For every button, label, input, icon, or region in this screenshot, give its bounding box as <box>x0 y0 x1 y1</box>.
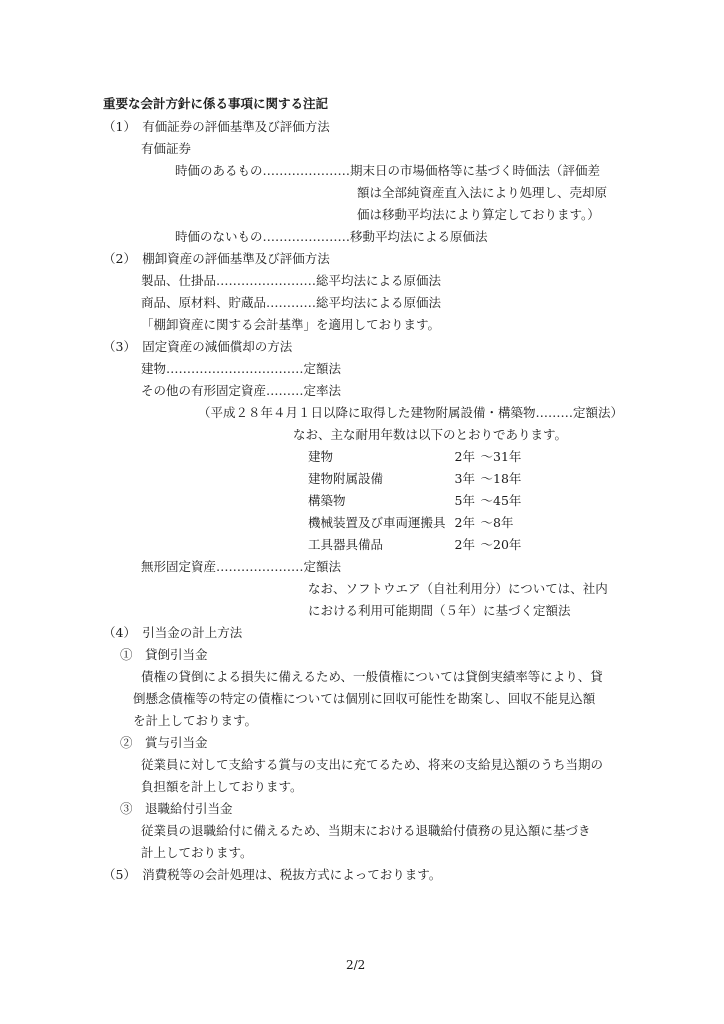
years-to: 18年 <box>493 471 522 486</box>
section-3-line-3: （平成２８年４月１日以降に取得した建物附属設備・構築物………定額法） <box>198 405 624 420</box>
asset-name: 建物附属設備 <box>308 471 384 486</box>
asset-name: 工具器具備品 <box>308 537 384 552</box>
years-from: 3年 <box>454 471 475 486</box>
tilde: ～ <box>480 493 493 508</box>
section-4-a-title: ① 貸倒引当金 <box>120 647 208 662</box>
section-1-with-price: 時価のあるもの…………………期末日の市場価格等に基づく時価法（評価差 <box>175 163 601 178</box>
useful-life-row <box>308 471 547 487</box>
section-2-line-1: 製品、仕掛品……………………総平均法による原価法 <box>141 273 442 288</box>
years-from: 2年 <box>454 537 475 552</box>
section-4-b-title: ② 賞与引当金 <box>120 735 208 750</box>
useful-life-row <box>308 449 547 465</box>
section-3-intangible-cont-2: における利用可能期間（５年）に基づく定額法 <box>308 603 571 618</box>
section-4-b-line-1: 従業員に対して支給する賞与の支出に充てるため、将来の支給見込額のうち当期の <box>141 757 604 772</box>
years-to: 8年 <box>493 515 514 530</box>
years-from: 5年 <box>454 493 475 508</box>
section-3-heading: （3） 固定資産の減価償却の方法 <box>103 339 293 354</box>
section-4-c-line-2: 計上しております。 <box>141 845 253 860</box>
section-5-heading: （5） 消費税等の会計処理は、税抜方式によっております。 <box>103 867 442 882</box>
section-3-intangible-cont-1: なお、ソフトウエア（自社利用分）については、社内 <box>308 581 608 596</box>
section-4-a-line-2: 倒懸念債権等の特定の債権については個別に回収可能性を勘案し、回収不能見込額 <box>133 691 596 706</box>
page-number: 2/2 <box>346 958 366 972</box>
asset-name: 構築物 <box>308 493 346 508</box>
useful-life-row <box>308 515 547 531</box>
section-1-subheading: 有価証券 <box>141 141 192 156</box>
asset-name: 機械装置及び車両運搬具 <box>308 515 446 530</box>
years-from: 2年 <box>454 515 475 530</box>
document-title: 重要な会計方針に係る事項に関する注記 <box>103 96 329 111</box>
section-2-line-2: 商品、原材料、貯蔵品…………総平均法による原価法 <box>141 295 442 310</box>
section-1-without-price: 時価のないもの…………………移動平均法による原価法 <box>175 229 488 244</box>
section-3-intangible: 無形固定資産…………………定額法 <box>141 559 342 574</box>
tilde: ～ <box>480 515 493 530</box>
years-from: 2年 <box>454 449 475 464</box>
section-3-line-4: なお、主な耐用年数は以下のとおりであります。 <box>293 427 568 442</box>
section-3-line-2: その他の有形固定資産………定率法 <box>141 383 342 398</box>
section-4-c-line-1: 従業員の退職給付に備えるため、当期末における退職給付債務の見込額に基づき <box>141 823 591 838</box>
section-4-b-line-2: 負担額を計上しております。 <box>141 779 303 794</box>
asset-name: 建物 <box>308 449 334 464</box>
section-2-heading: （2） 棚卸資産の評価基準及び評価方法 <box>103 251 330 266</box>
section-4-c-title: ③ 退職給付引当金 <box>120 801 233 816</box>
section-4-a-line-3: を計上しております。 <box>133 713 258 728</box>
years-to: 45年 <box>493 493 522 508</box>
section-1-with-price-cont-1: 額は全部純資産直入法により処理し、売却原 <box>357 185 608 200</box>
tilde: ～ <box>480 471 493 486</box>
years-to: 31年 <box>493 449 522 464</box>
useful-life-row <box>308 537 547 553</box>
useful-life-row <box>308 493 547 509</box>
section-4-heading: （4） 引当金の計上方法 <box>103 625 243 640</box>
years-to: 20年 <box>493 537 522 552</box>
section-2-line-3: 「棚卸資産に関する会計基準」を適用しております。 <box>141 317 441 332</box>
section-1-heading: （1） 有価証券の評価基準及び評価方法 <box>103 119 330 134</box>
section-3-line-1: 建物……………………………定額法 <box>141 361 342 376</box>
section-4-a-line-1: 債権の貸倒による損失に備えるため、一般債権については貸倒実績率等により、貸 <box>141 669 603 684</box>
tilde: ～ <box>480 537 493 552</box>
section-1-with-price-cont-2: 価は移動平均法により算定しております。） <box>357 207 600 222</box>
tilde: ～ <box>480 449 493 464</box>
